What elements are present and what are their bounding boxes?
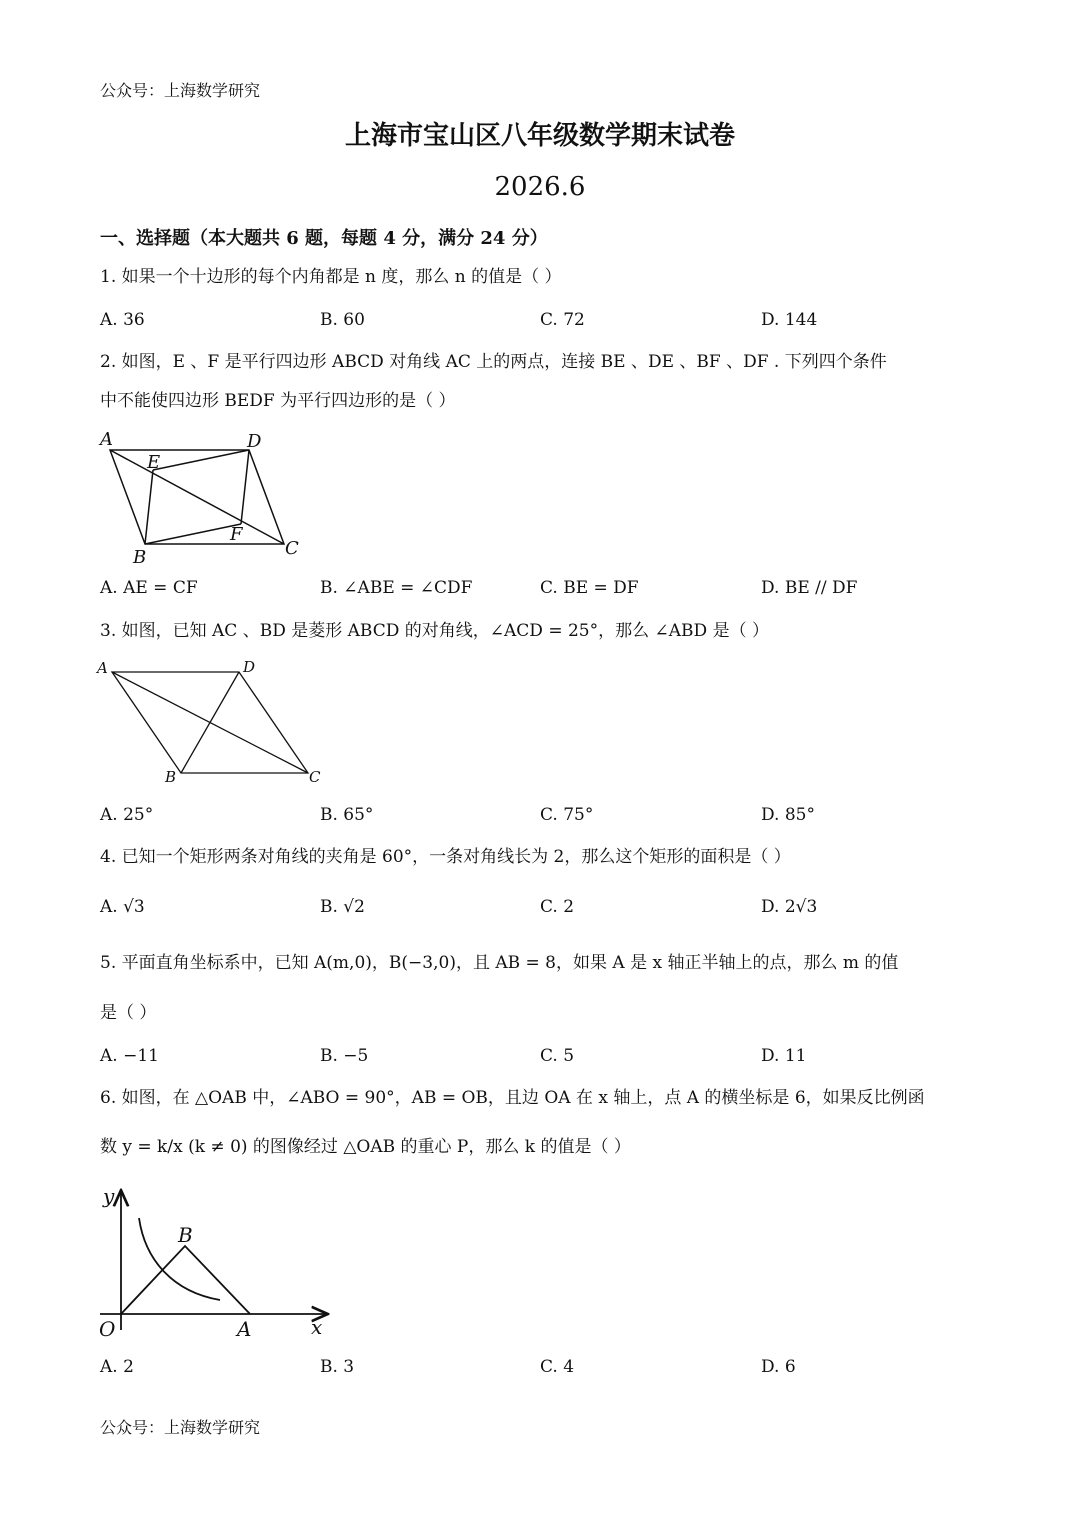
question-2-text-line-2: 中不能使四边形 BEDF 为平行四边形的是（ ） bbox=[100, 391, 456, 411]
q2-label-a: A bbox=[100, 429, 113, 450]
q6-coordinate-figure bbox=[95, 1180, 345, 1350]
q2-parallelogram-figure bbox=[95, 426, 315, 566]
q2-option-a: A. AE = CF bbox=[100, 578, 198, 598]
question-5-text-line-1: 5. 平面直角坐标系中，已知 A(m,0)，B(−3,0)，且 AB = 8，如果 A 是 x 轴正半轴上的点，那么 m 的值 bbox=[100, 953, 899, 973]
q2-option-b: B. ∠ABE = ∠CDF bbox=[320, 578, 473, 598]
q2-label-f: F bbox=[230, 524, 243, 545]
q5-option-a: A. −11 bbox=[100, 1046, 159, 1066]
q2-option-c: C. BE = DF bbox=[540, 578, 639, 598]
q6-option-c: C. 4 bbox=[540, 1357, 575, 1377]
q6-label-b: B bbox=[178, 1223, 193, 1247]
q6-option-a: A. 2 bbox=[100, 1357, 134, 1377]
q2-label-c: C bbox=[285, 538, 299, 559]
q2-label-b: B bbox=[133, 547, 147, 566]
q3-label-d: D bbox=[243, 658, 256, 676]
q1-option-d: D. 144 bbox=[761, 310, 818, 330]
section-heading: 一、选择题（本大题共 6 题，每题 4 分，满分 24 分） bbox=[100, 228, 548, 249]
exam-date: 2026.6 bbox=[494, 172, 586, 202]
q3-label-a: A bbox=[97, 659, 108, 677]
q6-label-y: y bbox=[103, 1184, 115, 1208]
q5-option-b: B. −5 bbox=[320, 1046, 369, 1066]
q3-label-b: B bbox=[165, 768, 177, 786]
q6-label-o: O bbox=[99, 1317, 116, 1341]
question-6-text-line-1: 6. 如图，在 △OAB 中，∠ABO = 90°，AB = OB，且边 OA 在 x 轴上，点 A 的横坐标是 6，如果反比例函 bbox=[100, 1088, 925, 1108]
q2-option-d: D. BE // DF bbox=[761, 578, 858, 598]
q6-label-x: x bbox=[311, 1315, 323, 1339]
page-header: 公众号：上海数学研究 bbox=[100, 81, 261, 100]
question-6-text-line-2: 数 y = k/x (k ≠ 0) 的图像经过 △OAB 的重心 P，那么 k 的值是（ ） bbox=[100, 1137, 631, 1157]
q3-option-d: D. 85° bbox=[761, 805, 815, 825]
q3-label-c: C bbox=[309, 768, 321, 786]
question-3-text: 3. 如图，已知 AC 、BD 是菱形 ABCD 的对角线，∠ACD = 25°，那么 ∠ABD 是（ ） bbox=[100, 621, 769, 641]
q6-option-d: D. 6 bbox=[761, 1357, 796, 1377]
q1-option-a: A. 36 bbox=[100, 310, 145, 330]
q4-option-a: A. √3 bbox=[100, 897, 145, 917]
q5-option-c: C. 5 bbox=[540, 1046, 575, 1066]
q2-label-e: E bbox=[147, 452, 161, 473]
question-4-text: 4. 已知一个矩形两条对角线的夹角是 60°，一条对角线长为 2，那么这个矩形的面积是（ ） bbox=[100, 847, 791, 867]
question-2-text-line-1: 2. 如图，E 、F 是平行四边形 ABCD 对角线 AC 上的两点，连接 BE 、DE 、BF 、DF . 下列四个条件 bbox=[100, 352, 887, 372]
question-1-text: 1. 如果一个十边形的每个内角都是 n 度，那么 n 的值是（ ） bbox=[100, 267, 562, 287]
q1-option-b: B. 60 bbox=[320, 310, 365, 330]
q4-option-d: D. 2√3 bbox=[761, 897, 818, 917]
exam-title: 上海市宝山区八年级数学期末试卷 bbox=[344, 121, 735, 151]
page-footer: 公众号：上海数学研究 bbox=[100, 1418, 261, 1437]
q3-rhombus-figure bbox=[95, 655, 335, 790]
q4-option-b: B. √2 bbox=[320, 897, 365, 917]
q6-label-a: A bbox=[237, 1317, 252, 1341]
q3-option-c: C. 75° bbox=[540, 805, 594, 825]
q6-option-b: B. 3 bbox=[320, 1357, 355, 1377]
question-5-text-line-2: 是（ ） bbox=[100, 1003, 157, 1023]
q5-option-d: D. 11 bbox=[761, 1046, 807, 1066]
q1-option-c: C. 72 bbox=[540, 310, 585, 330]
q3-option-a: A. 25° bbox=[100, 805, 154, 825]
q3-option-b: B. 65° bbox=[320, 805, 374, 825]
q2-label-d: D bbox=[247, 431, 262, 452]
q4-option-c: C. 2 bbox=[540, 897, 575, 917]
